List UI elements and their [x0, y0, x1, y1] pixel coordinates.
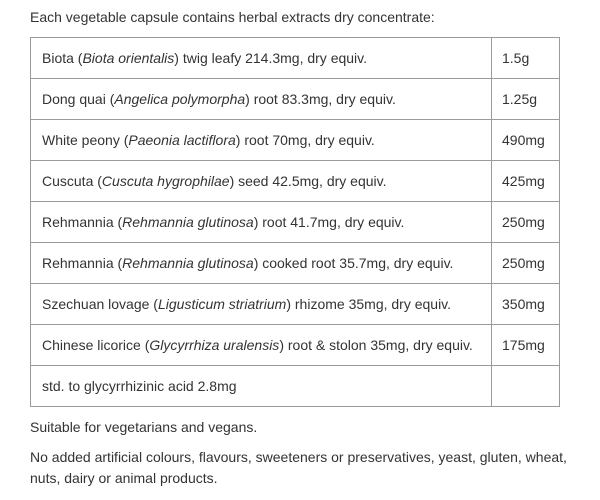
ingredient-name: Rehmannia (Rehmannia glutinosa) cooked root 35.7mg, dry equiv.	[31, 243, 492, 284]
ingredient-amount: 1.25g	[492, 79, 560, 120]
latin-name: Rehmannia glutinosa	[122, 255, 254, 271]
vegetarian-note: Suitable for vegetarians and vegans.	[30, 419, 258, 435]
table-row	[31, 284, 560, 325]
ingredient-name: Chinese licorice (Glycyrrhiza uralensis) root & stolon 35mg, dry equiv.	[31, 325, 492, 366]
ingredients-table	[30, 37, 560, 407]
intro-text: Each vegetable capsule contains herbal extracts dry concentrate:	[30, 9, 435, 25]
latin-name: Paeonia lactiflora	[128, 132, 236, 148]
table-row	[31, 38, 560, 79]
latin-name: Biota orientalis	[82, 50, 175, 66]
table-row	[31, 79, 560, 120]
ingredient-amount: 250mg	[492, 243, 560, 284]
latin-name: Ligusticum striatrium	[157, 296, 287, 312]
ingredient-amount	[492, 366, 560, 407]
ingredient-name: std. to glycyrrhizinic acid 2.8mg	[31, 366, 492, 407]
ingredient-name: Cuscuta (Cuscuta hygrophilae) seed 42.5mg, dry equiv.	[31, 161, 492, 202]
table-row	[31, 325, 560, 366]
ingredient-amount: 425mg	[492, 161, 560, 202]
table-row	[31, 120, 560, 161]
ingredient-name: Dong quai (Angelica polymorpha) root 83.3mg, dry equiv.	[31, 79, 492, 120]
ingredient-name: Biota (Biota orientalis) twig leafy 214.3mg, dry equiv.	[31, 38, 492, 79]
latin-name: Cuscuta hygrophilae	[101, 173, 230, 189]
ingredient-amount: 250mg	[492, 202, 560, 243]
latin-name: Glycyrrhiza uralensis	[149, 337, 280, 353]
table-row	[31, 366, 560, 407]
free-from-note: No added artificial colours, flavours, sweeteners or preservatives, yeast, gluten, wheat, nuts, dairy or animal products.	[30, 449, 567, 486]
ingredient-amount: 175mg	[492, 325, 560, 366]
latin-name: Angelica polymorpha	[114, 91, 246, 107]
table-row	[31, 161, 560, 202]
ingredient-amount: 490mg	[492, 120, 560, 161]
table-row	[31, 243, 560, 284]
ingredient-amount: 1.5g	[492, 38, 560, 79]
ingredient-amount: 350mg	[492, 284, 560, 325]
ingredient-name: White peony (Paeonia lactiflora) root 70mg, dry equiv.	[31, 120, 492, 161]
ingredient-name: Rehmannia (Rehmannia glutinosa) root 41.7mg, dry equiv.	[31, 202, 492, 243]
ingredient-name: Szechuan lovage (Ligusticum striatrium) rhizome 35mg, dry equiv.	[31, 284, 492, 325]
table-row	[31, 202, 560, 243]
latin-name: Rehmannia glutinosa	[122, 214, 254, 230]
